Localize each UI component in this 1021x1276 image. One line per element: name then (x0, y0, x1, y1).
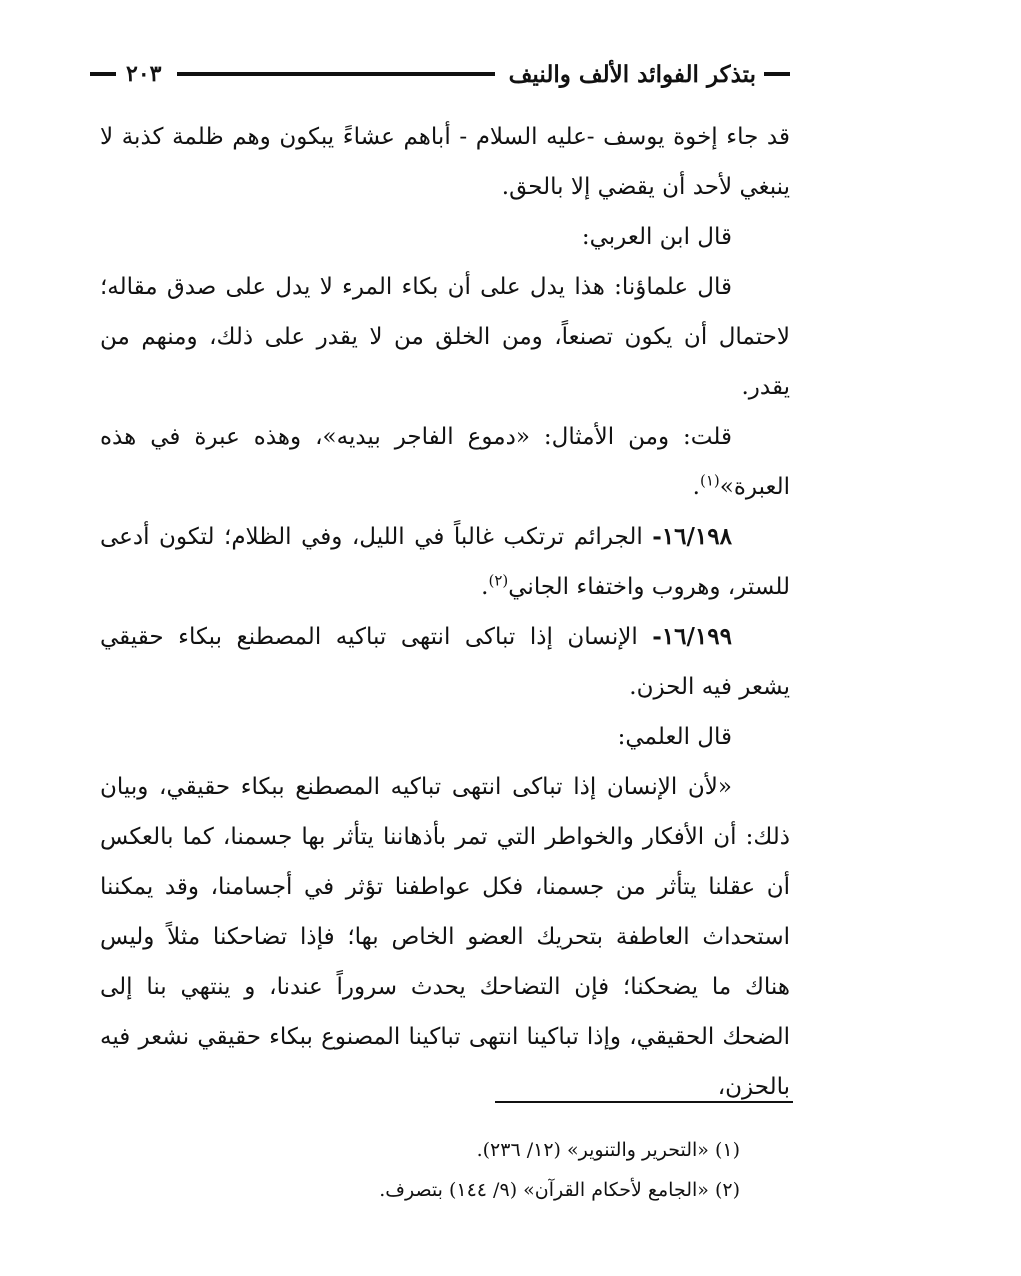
header-rule (177, 72, 494, 76)
paragraph-5 (100, 512, 790, 612)
footnote-ref-1: (١) (699, 471, 720, 490)
paragraph-4 (100, 412, 790, 512)
footnote-1: (١) «التحرير والتنوير» (١٢/ ٢٣٦). (476, 1139, 740, 1161)
footnote-separator (495, 1101, 793, 1103)
footnote-2: (٢) «الجامع لأحكام القرآن» (٩/ ١٤٤) بتصرف. (379, 1179, 740, 1201)
page-number: ٢٠٣ (126, 61, 162, 87)
header-dash-right (764, 72, 790, 76)
item-number-198: ١٦/١٩٨- (652, 523, 732, 550)
paragraph-8: «لأن الإنسان إذا تباكى انتهى تباكيه المصطنع ببكاء حقيقي، وبيان ذلك: أن الأفكار والخواطر التي تمر بأذهاننا يتأثر بها جسمنا، كما بالعكس أن عقلنا يتأثر من جسمنا، فكل عواطفنا تؤثر في أجسامنا، وقد يمكننا استحداث العاطفة بتحريك العضو الخاص بها؛ فإذا تضاحكنا مثلاً وليس هناك ما يضحكنا؛ فإن التضاحك يحدث سروراً عندنا، و ينتهي بنا إلى الضحك الحقيقي، وإذا تباكينا انتهى تباكينا المصنوع ببكاء حقيقي نشعر فيه بالحزن، (100, 774, 790, 1100)
paragraph-5-text: الجرائم ترتكب غالباً في الليل، وفي الظلام؛ لتكون أدعى للستر، وهروب واختفاء الجاني (100, 524, 790, 600)
footnotes (300, 1130, 740, 1210)
paragraph-5-end: . (481, 574, 489, 600)
header-title: بتذكر الفوائد الألف والنيف (508, 60, 756, 88)
body-text (100, 112, 790, 1112)
paragraph-1: قد جاء إخوة يوسف -عليه السلام - أباهم عشاءً يبكون وهم ظلمة كذبة لا ينبغي لأحد أن يقضي إلا بالحق. (100, 124, 790, 200)
paragraph-7: قال العلمي: (617, 724, 732, 750)
running-header (90, 50, 790, 98)
item-number-199: ١٦/١٩٩- (652, 623, 732, 650)
paragraph-6-text: الإنسان إذا تباكى انتهى تباكيه المصطنع ببكاء حقيقي يشعر فيه الحزن. (100, 624, 790, 700)
header-dash-left (90, 72, 116, 76)
paragraph-4-text: قلت: ومن الأمثال: «دموع الفاجر بيديه»، وهذه عبرة في هذه العبرة» (100, 424, 790, 500)
paragraph-3: قال علماؤنا: هذا يدل على أن بكاء المرء لا يدل على صدق مقاله؛ لاحتمال أن يكون تصنعاً، ومن الخلق من لا يقدر على ذلك، ومنهم من يقدر. (100, 274, 790, 400)
paragraph-2: قال ابن العربي: (581, 224, 732, 250)
footnote-ref-2: (٢) (488, 571, 509, 590)
paragraph-6 (100, 612, 790, 712)
paragraph-4-end: . (692, 474, 700, 500)
